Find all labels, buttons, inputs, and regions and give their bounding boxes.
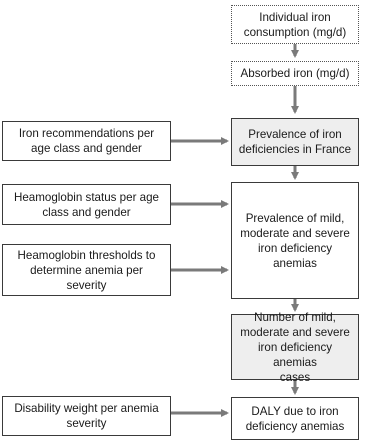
box-prevalence-anemias-text: Prevalence of mild, moderate and severe iron deficiency anemias bbox=[240, 211, 350, 270]
box-disability-weight bbox=[2, 396, 171, 436]
box-haemoglobin-status bbox=[2, 184, 171, 225]
box-individual-consumption bbox=[231, 5, 359, 44]
box-disability-weight-text: Disability weight per anemia severity bbox=[14, 402, 159, 430]
box-prevalence-anemias bbox=[231, 182, 359, 299]
box-individual-consumption-text: Individual iron consumption (mg/d) bbox=[243, 10, 347, 39]
box-iron-recommendations bbox=[2, 121, 171, 161]
box-absorbed-iron bbox=[231, 61, 359, 86]
box-haemoglobin-status-text: Heamoglobin status per age class and gender bbox=[13, 190, 159, 219]
box-absorbed-iron-text: Absorbed iron (mg/d) bbox=[240, 67, 350, 80]
box-number-cases bbox=[231, 310, 359, 384]
box-iron-recommendations-text: Iron recommendations per age class and gender bbox=[18, 127, 155, 155]
box-daly bbox=[231, 397, 359, 440]
box-number-cases-text: Number of mild, moderate and severe iron deficiency anemias cases bbox=[240, 310, 350, 384]
box-haemoglobin-thresholds-text: Heamoglobin thresholds to determine anemia per severity bbox=[17, 248, 156, 292]
box-daly-text: DALY due to iron deficiency anemias bbox=[245, 404, 345, 433]
box-prevalence-deficiencies bbox=[231, 118, 359, 166]
box-haemoglobin-thresholds bbox=[2, 244, 171, 296]
box-prevalence-deficiencies-text: Prevalence of iron deficiencies in France bbox=[238, 128, 352, 156]
